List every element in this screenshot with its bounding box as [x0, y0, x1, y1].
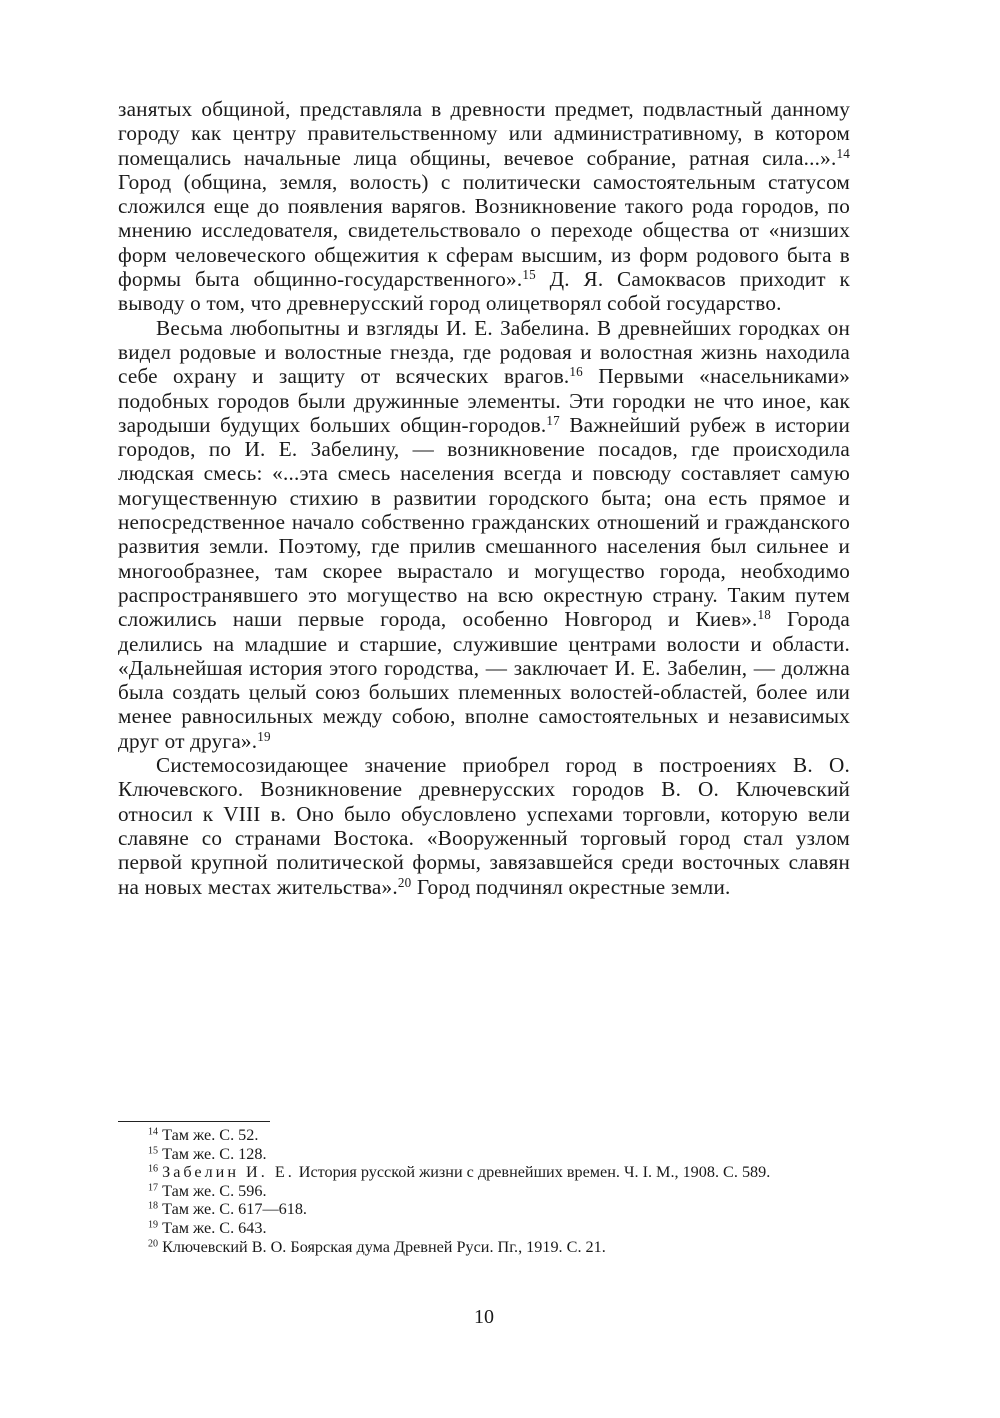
footnote-number: 19	[148, 1219, 159, 1231]
footnote	[118, 1145, 850, 1164]
footnote-marker: 16	[569, 364, 583, 380]
paragraph	[118, 753, 850, 899]
main-text	[118, 97, 850, 899]
footnote-marker: 15	[522, 266, 536, 282]
footnote-text: Ключевский В. О. Боярская дума Древней Руси. Пг., 1919. С. 21.	[162, 1237, 606, 1256]
footnote-text: Там же. С. 128.	[162, 1144, 267, 1163]
footnote	[118, 1163, 850, 1182]
footnote	[118, 1200, 850, 1219]
text-run: Весьма любопытны и взгляды И. Е. Забелина. В древнейших городках он видел родовые и волостные гнезда, где родовая и волостная жизнь находила себе охрану и защиту от всяческих врагов.	[118, 315, 850, 389]
footnote-number: 17	[148, 1182, 159, 1194]
footnote-marker: 20	[397, 874, 412, 890]
footnote-separator	[118, 1121, 270, 1122]
footnote-author: Забелин И. Е.	[162, 1163, 295, 1182]
footnote	[118, 1219, 850, 1238]
text-run: Д. Я. Самоквасов приходит к выводу о том, что древнерусский город олицетворял собой государство.	[118, 267, 851, 316]
footnote	[118, 1182, 850, 1201]
text-run: занятых общиной, представляла в древности предмет, подвластный данному городу как центру правительственному или административному, в котором помещались начальные лица общины, вечевое собрание, ратная сила...».	[118, 97, 850, 170]
footnote-marker: 17	[546, 412, 560, 428]
footnote-number: 18	[148, 1200, 159, 1212]
footnote-text: Там же. С. 643.	[162, 1218, 267, 1237]
footnote	[118, 1126, 850, 1145]
footnote-number: 14	[148, 1126, 159, 1138]
paragraph	[118, 316, 850, 753]
footnote-text: Там же. С. 617—618.	[162, 1200, 307, 1219]
footnote-marker: 19	[257, 728, 271, 744]
footnote-text: Там же. С. 596.	[162, 1181, 267, 1200]
text-run: Важнейший рубеж в истории городов, по И. Е. Забелину, — возникновение посадов, где происходила людская смесь: «...эта смесь населения всегда и повсюду составляет самую могущественную стихию в развитии городского быта; она есть прямое и непосредственное начало собственно гражданских отношений и гражданского развития земли. Поэтому, где прилив смешанного населения был сильнее и многообразнее, там скорее вырастало и могущество города, необходимо распространявшего это могущество на всю окрестную страну. Таким путем сложились наши первые города, особенно Новгород и Киев».	[118, 412, 850, 632]
footnote-number: 16	[148, 1163, 159, 1175]
footnote-marker: 14	[836, 145, 850, 161]
footnote-marker: 18	[757, 607, 772, 623]
text-run: Города делились на младшие и старшие, служившие центрами волости и области. «Дальнейшая история этого городства, — заключает И. Е. Забелин, — должна была создать целый союз больших племенных волостей-областей, более или менее равносильных между собою, вполне самостоятельных и независимых друг от друга».	[118, 607, 851, 753]
footnotes	[118, 1126, 850, 1256]
text-run: Системосозидающее значение приобрел город в построениях В. О. Ключевского. Возникновение древнерусских городов В. О. Ключевский относил к VIII в. Оно было обусловлено успехами торговли, которую вели славяне со странами Востока. «Вооруженный торговый город стал узлом первой крупной политической формы, завязавшейся среди восточных славян на новых местах жительства».	[118, 753, 850, 899]
footnote	[118, 1238, 850, 1257]
paragraph	[118, 97, 850, 316]
text-run: Первыми «насельниками» подобных городов были дружинные элементы. Эти городки не что иное, как зародыши будущих больших общин-городов.	[118, 364, 850, 437]
page-number: 10	[474, 1306, 494, 1328]
footnote-number: 15	[148, 1145, 159, 1157]
book-page	[118, 0, 850, 1418]
footnote-text: История русской жизни с древнейших времен. Ч. I. М., 1908. С. 589.	[294, 1163, 771, 1182]
text-run: Город (община, земля, волость) с политически самостоятельным статусом сложился еще до появления варягов. Возникновение такого рода городов, по мнению исследователя, свидетельствовало о переходе общества от «низших форм человеческого общежития к сферам высшим, из форм родового быта в формы быта общинно-государственного».	[118, 169, 850, 292]
footnote-number: 20	[148, 1238, 159, 1250]
footnote-text: Там же. С. 52.	[162, 1126, 259, 1144]
text-run: Город подчинял окрестные земли.	[411, 874, 731, 899]
